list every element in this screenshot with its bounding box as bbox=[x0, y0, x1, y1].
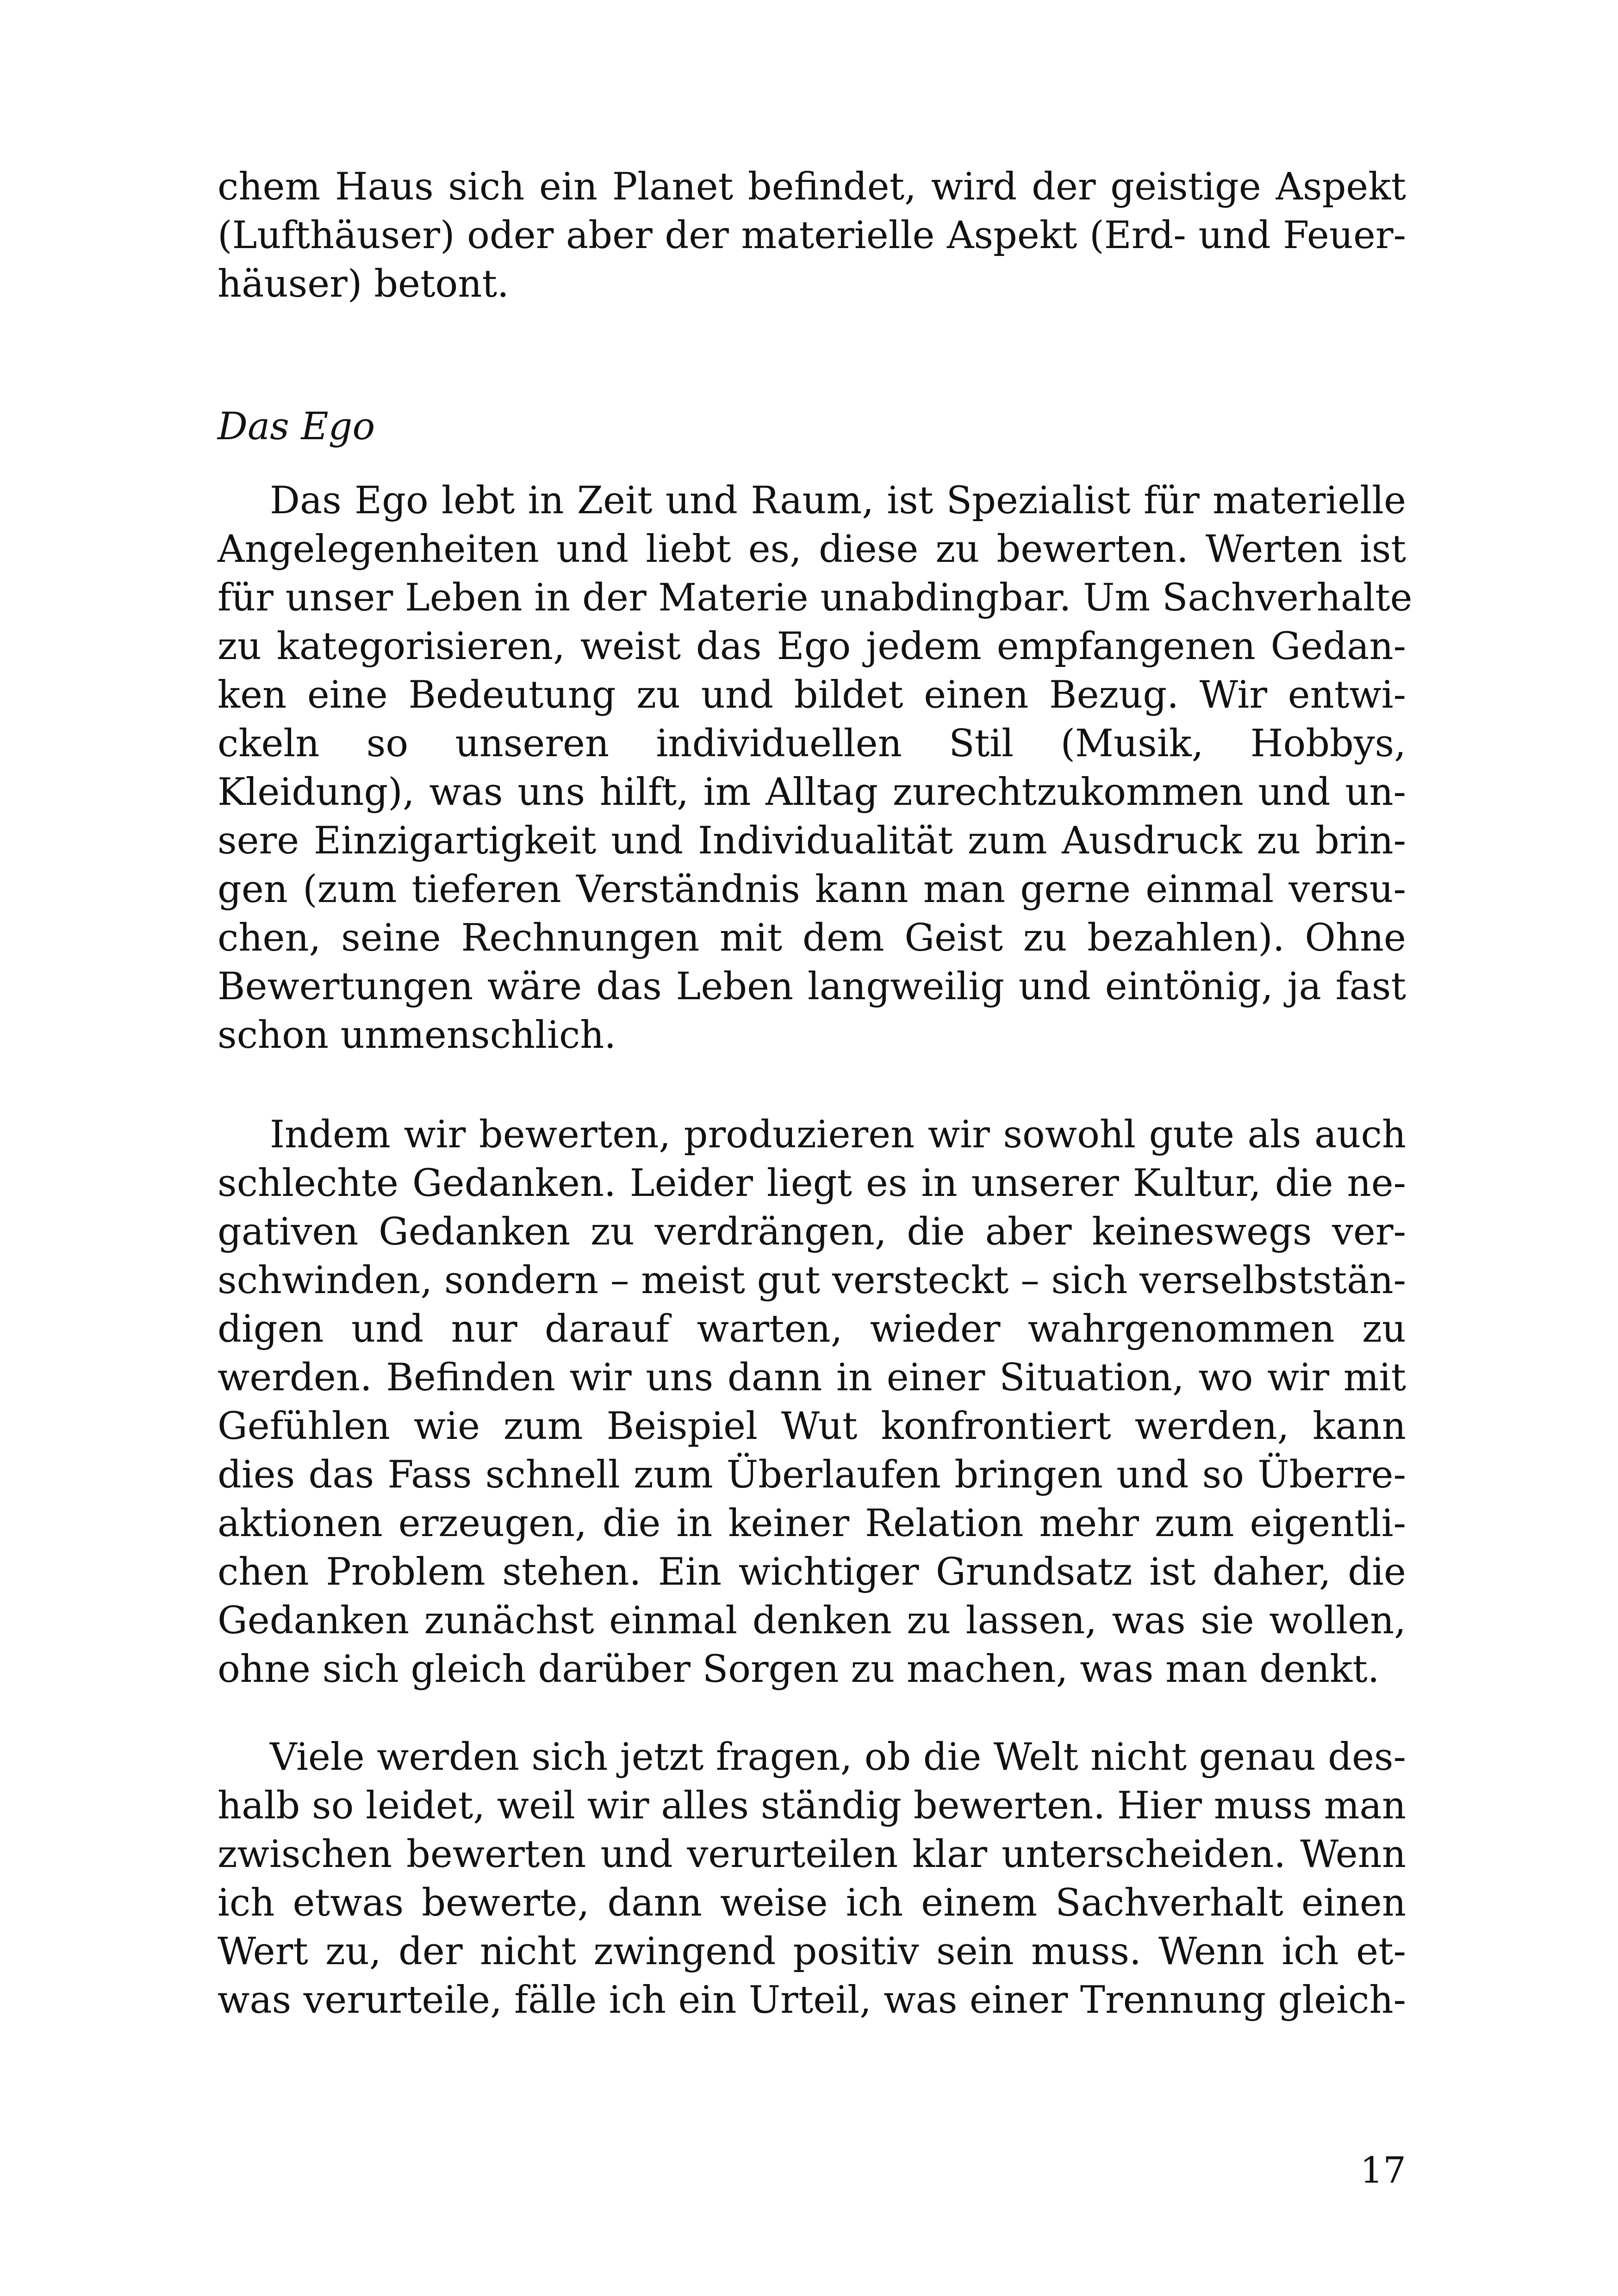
text-line: gen (zum tieferen Verständnis kann man gerne einmal versu- bbox=[218, 868, 1406, 911]
text-line: Angelegenheiten und liebt es, diese zu bewerten. Werten ist bbox=[218, 528, 1406, 571]
text-line: ich etwas bewerte, dann weise ich einem Sachverhalt einen bbox=[218, 1881, 1406, 1925]
text-line: zu kategorisieren, weist das Ego jedem empfangenen Gedan- bbox=[218, 625, 1406, 668]
text-line: digen und nur darauf warten, wieder wahrgenommen zu bbox=[218, 1307, 1406, 1351]
text-line: chem Haus sich ein Planet befindet, wird der geistige Aspekt bbox=[218, 165, 1406, 209]
text-line: schon unmenschlich. bbox=[218, 1014, 616, 1057]
page-number: 17 bbox=[1360, 2150, 1406, 2191]
section-heading: Das Ego bbox=[218, 405, 375, 448]
text-line: (Lufthäuser) oder aber der materielle Aspekt (Erd- und Feuer- bbox=[218, 214, 1406, 257]
text-line: ken eine Bedeutung zu und bildet einen Bezug. Wir entwi- bbox=[218, 673, 1406, 717]
text-line: Bewertungen wäre das Leben langweilig und eintönig, ja fast bbox=[218, 965, 1406, 1008]
text-line: ckeln so unseren individuellen Stil (Musik, Hobbys, bbox=[218, 722, 1406, 765]
text-line: Kleidung), was uns hilft, im Alltag zurechtzukommen und un- bbox=[218, 771, 1406, 814]
text-line: sere Einzigartigkeit und Individualität zum Ausdruck zu brin- bbox=[218, 819, 1406, 863]
text-line: häuser) betont. bbox=[218, 262, 509, 306]
text-line: Indem wir bewerten, produzieren wir sowohl gute als auch bbox=[270, 1113, 1406, 1157]
text-line: dies das Fass schnell zum Überlaufen bringen und so Überre- bbox=[218, 1453, 1406, 1497]
text-line: Gefühlen wie zum Beispiel Wut konfrontiert werden, kann bbox=[218, 1405, 1406, 1448]
text-line: Das Ego lebt in Zeit und Raum, ist Spezialist für materielle bbox=[270, 479, 1406, 523]
paragraph-2 bbox=[218, 1111, 1406, 1694]
paragraph-3 bbox=[218, 1733, 1406, 2025]
text-line: ohne sich gleich darüber Sorgen zu machen, was man denkt. bbox=[218, 1648, 1380, 1691]
text-line: aktionen erzeugen, die in keiner Relation mehr zum eigentli- bbox=[218, 1502, 1406, 1545]
text-line: schlechte Gedanken. Leider liegt es in unserer Kultur, die ne- bbox=[218, 1162, 1406, 1205]
intro-paragraph bbox=[218, 163, 1406, 309]
text-line: zwischen bewerten und verurteilen klar unterscheiden. Wenn bbox=[218, 1833, 1406, 1876]
text-line: halb so leidet, weil wir alles ständig bewerten. Hier muss man bbox=[218, 1784, 1406, 1828]
text-line: was verurteile, fälle ich ein Urteil, was einer Trennung gleich- bbox=[218, 1979, 1406, 2022]
text-line: chen, seine Rechnungen mit dem Geist zu bezahlen). Ohne bbox=[218, 916, 1406, 960]
text-line: Wert zu, der nicht zwingend positiv sein muss. Wenn ich et- bbox=[218, 1930, 1406, 1973]
text-line: schwinden, sondern – meist gut versteckt – sich verselbststän- bbox=[218, 1259, 1406, 1302]
text-line: gativen Gedanken zu verdrängen, die aber keineswegs ver- bbox=[218, 1210, 1406, 1254]
text-line: für unser Leben in der Materie unabdingbar. Um Sachverhalte bbox=[218, 576, 1413, 620]
paragraph-1 bbox=[218, 477, 1413, 1060]
text-line: werden. Befinden wir uns dann in einer Situation, wo wir mit bbox=[218, 1356, 1406, 1400]
text-line: Gedanken zunächst einmal denken zu lassen, was sie wollen, bbox=[218, 1599, 1406, 1643]
text-line: chen Problem stehen. Ein wichtiger Grundsatz ist daher, die bbox=[218, 1550, 1406, 1594]
text-line: Viele werden sich jetzt fragen, ob die Welt nicht genau des- bbox=[270, 1736, 1406, 1779]
